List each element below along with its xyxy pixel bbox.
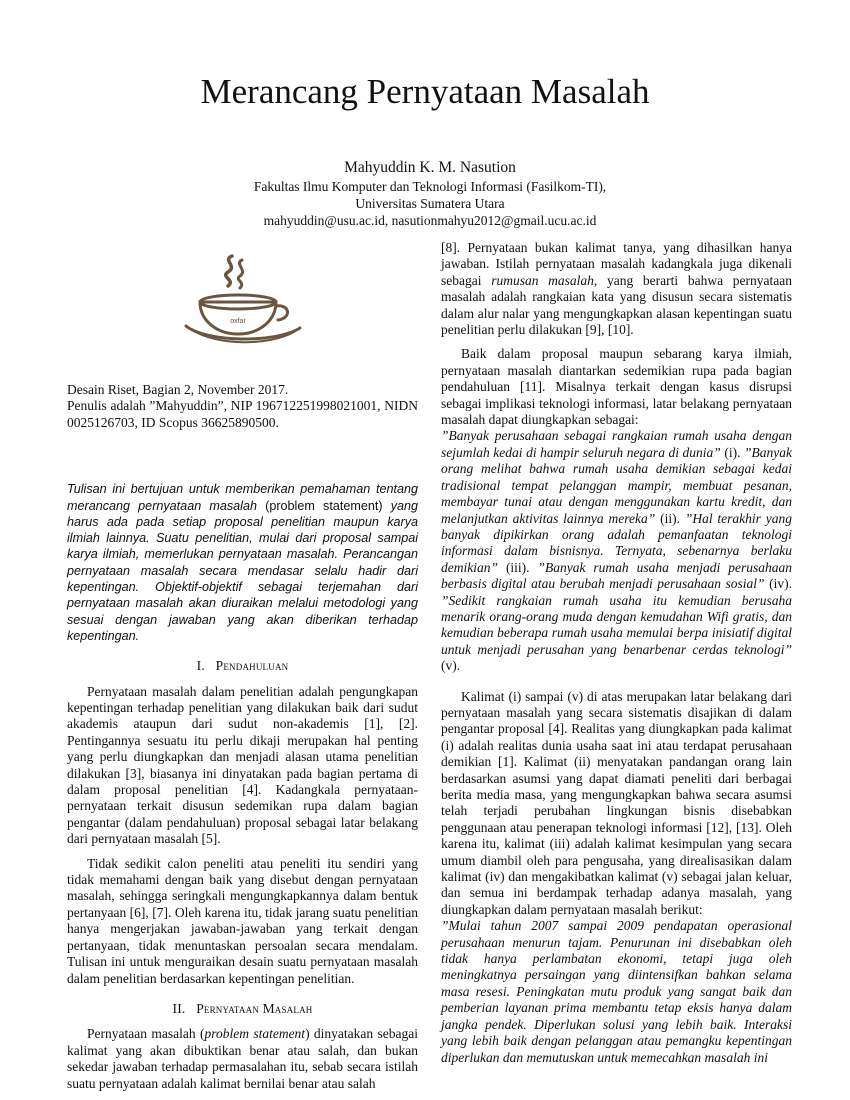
section-number: I. [196, 658, 205, 674]
text-run: , yang berarti bahwa pernyataan masalah adalah rangkaian kata yang disusun secara sistematis dalam alur nalar yang mengungkapkan alasan kepentingan suatu penelitian perlu dilakukan [9], [10]. [441, 272, 792, 338]
abstract-term: (problem statement) [265, 498, 383, 513]
paragraph: Tidak sedikit calon peneliti atau peneliti itu sendiri yang tidak memahami dengan baik yang disebut dengan pernyataan masalah, sehingga seringkali mengungkapkannya dalam bentuk pertanyaan [6], [7]. Oleh karena itu, tidak jarang suatu penelitian hanya mengerjakan jawaban-jawaban yang terkait dengan pertanyaan, tidak menuntaskan persoalan secara mendalam. Tulisan ini untuk menguraikan desain suatu pernyataan masalah dalam penelitian berdasarkan kepentingan penelitian. [67, 855, 418, 986]
section-number: II. [172, 1000, 186, 1016]
section-heading-1 [67, 658, 418, 674]
author-email: mahyuddin@usu.ac.id, nasutionmahyu2012@gmail.ucu.ac.id [263, 213, 597, 228]
text-run: ) dinyatakan sebagai kalimat yang akan dibuktikan benar atau salah, dan bukan sekedar jawaban terhadap permasalahan itu, sebab secara istilah suatu pernyataan adalah kalimat bernilai benar atau salah [67, 1026, 419, 1091]
text-run-italic: problem statement [204, 1026, 306, 1042]
paragraph: Baik dalam proposal maupun sebarang karya ilmiah, pernyataan masalah diantarkan sedemikian rupa pada bagian pendahuluan [11]. Misalnya terkait dengan kasus disrupsi sebagai implikasi teknologi informasi, latar belakang pernyataan masalah dapat diungkapkan sebagai: [441, 346, 792, 428]
paragraph: Kalimat (i) sampai (v) di atas merupakan latar belakang dari pernyataan masalah yang secara sistematis disajikan di dalam pengantar proposal [4]. Realitas yang diungkapkan pada kalimat (i) adalah realitas dunia usaha saat ini atau terdapat perusahaan demikian [1]. Kalimat (ii) menyatakan pandangan orang lain berdasarkan asumsi yang dapat diamati peneliti dari berbagai berita media masa, yang mengungkapkan bahwa secara asumsi telah terjadi perubahan lingkungan bisnis disebabkan penggunaan atau penerapan teknologi informasi [12], [13]. Oleh karena itu, kalimat (iii) adalah kalimat kesimpulan yang secara umum diambil oleh para pengusaha, yang direalisasikan dalam kalimat (iv) dan mengakibatkan kalimat (v) sebagai jalan keluar, dan semua ini berdampak terhadap adanya masalah, yang diungkapkan dalam pernyataan masalah berikut: [441, 688, 792, 917]
quote-v: ”Sedikit rangkaian rumah usaha itu kemudian berusaha menarik orang-orang muda dengan kemudahan Wifi gratis, dan kemudian beberapa rumah usaha memulai berpa inisiatif digital untuk menjadi perusahan yang benarbenar cerdas teknologi” [441, 592, 792, 657]
author-block [150, 158, 710, 229]
quote-iv: ”Banyak rumah usaha menjadi perusahaan berbasis digital atau berubah menjadi perusahaan sosial” [441, 559, 792, 592]
right-column [441, 240, 792, 1074]
left-column [67, 248, 418, 1100]
author-affiliation-faculty: Fakultas Ilmu Komputer dan Teknologi Informasi (Fasilkom-TI), [253, 179, 607, 194]
quoted-sentences [441, 428, 792, 674]
author-ids: Penulis adalah ”Mahyuddin”, NIP 196712251998021001, NIDN 0025126703, ID Scopus 36625890500. [67, 398, 418, 430]
paper-title: Merancang Pernyataan Masalah [200, 72, 650, 111]
section-heading-2 [67, 1001, 418, 1017]
series-info: Desain Riset, Bagian 2, November 2017. [67, 382, 289, 397]
quote-marker: (ii). [655, 510, 685, 526]
quote-marker: (iv). [764, 576, 792, 592]
text-run: Pernyataan masalah ( [87, 1026, 205, 1042]
quote-marker: (v). [441, 658, 461, 674]
paragraph [441, 240, 792, 338]
abstract-part-c: yang harus ada pada setiap proposal penelitian maupun karya ilmiah lainnya. Suatu penelitian, mulai dari proposal sampai karya ilmiah, memerlukan pernyataan masalah. Perancangan pernyataan masalah secara mendasar selalu hadir dari kepentingan. Objektif-objektif sebagai terjemahan dari pernyataan masalah akan diuraikan melalui metodologi yang sesuai dengan jawaban yang akan diberikan terhadap kepentingan. [67, 498, 419, 643]
paragraph: Pernyataan masalah dalam penelitian adalah pengungkapan kepentingan terhadap penelitian yang dilakukan baik dari sudut akademis ataupun dari sudut non-akademis [1], [2]. Pentingannya sesuatu itu perlu dikaji merupakan hal penting yang perlu diungkapkan dan menjadi alasan utama penelitian dilakukan [3], biasanya ini dinyatakan pada bagian pertama di dalam proposal penelitian [4]. Kadangkala pernyataan-pernyataan terkait disusun sedemikan rupa dalam bagian pengantar (dalam pendahuluan) proposal sebagai latar belakang dari pernyataan masalah [5]. [67, 683, 418, 847]
author-name: Mahyuddin K. M. Nasution [344, 159, 516, 176]
abstract [67, 481, 418, 644]
section-title: Pendahuluan [215, 658, 289, 674]
text-run: [8]. Pernyataan bukan kalimat tanya, yang dihasilkan hanya jawaban. Istilah pernyataan masalah kadangkala juga dikenali sebagai [441, 240, 792, 288]
section-title: Pernyataan Masalah [196, 1000, 313, 1016]
logo-text: oxfar [229, 318, 246, 325]
quote-i: ”Banyak perusahaan sebagai rangkaian rumah usaha dengan sejumlah kedai di hampir seluruh negara di dunia” [441, 428, 792, 460]
problem-statement-quote: ”Mulai tahun 2007 sampai 2009 pendapatan operasional perusahaan menurun tajam. Penurunan ini disebabkan oleh tidak hanya perlambatan ekonomi, tetapi juga oleh meningkatnya persaingan yang diintensifkan bahkan selama masa resesi. Peningkatan mutu produk yang sangat baik dan pemberian layanan prima membantu tetap eksis hanya dalam jangka pendek. Diperlukan solusi yang lebih baik. Interaksi yang lebih baik dengan pelanggan atau pemangku kepentingan diperlukan dan memutuskan untuk memecahkan masalah ini [441, 918, 792, 1065]
abstract-part-a: Tulisan ini bertujuan untuk memberikan pemahaman tentang merancang pernyataan masalah [67, 482, 418, 513]
quote-marker: (iii). [498, 559, 538, 575]
paragraph [67, 1026, 418, 1092]
text-run-italic: rumusan masalah [491, 272, 594, 288]
author-affiliation-university: Universitas Sumatera Utara [355, 196, 505, 211]
quote-marker: (i). [720, 444, 744, 460]
coffee-cup-logo-icon [178, 250, 308, 346]
quote-ii: ”Banyak orang melihat bahwa rumah usaha demikian sebagai kedai tradisional tempat pelanggan mampir, membuat pesanan, membayar tunai atau dengan menggunakan kartu kredit, dan melanjutkan aktivitas lainnya mereka” [441, 444, 792, 526]
paper-info [67, 382, 418, 431]
quote-iii: ”Hal terakhir yang banyak dipikirkan orang adalah pemanfaatan teknologi informasi dalam bisnisnya. Ternyata, sebenarnya berlaku demikian” [441, 510, 792, 575]
